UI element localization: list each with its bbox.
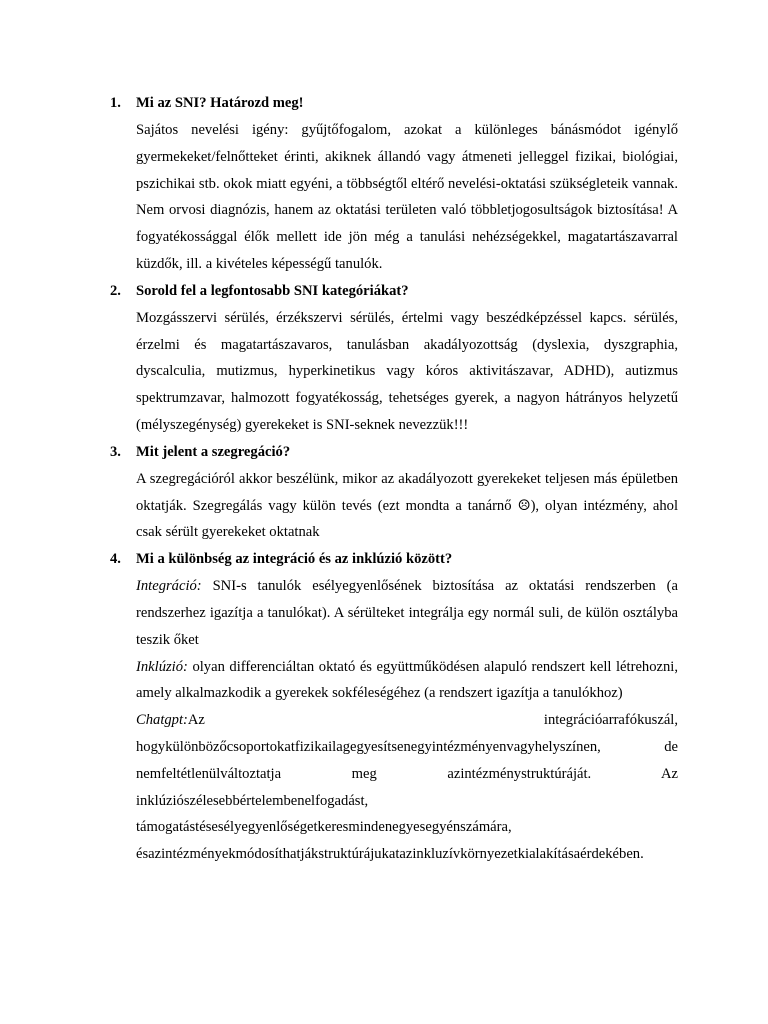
question-number: 4. (110, 551, 121, 568)
qa-item-2 (110, 278, 678, 439)
chatgpt-line (136, 734, 678, 761)
chatgpt-label: Chatgpt: (136, 712, 188, 729)
chatgpt-line (136, 841, 678, 868)
chatgpt-line (136, 788, 678, 815)
answer-1 (110, 117, 678, 278)
question-text: Mi az SNI? Határozd meg! (136, 95, 304, 111)
chatgpt-word: Az (660, 765, 678, 782)
answer-4 (110, 573, 678, 868)
chatgpt-word: Az (187, 712, 205, 729)
chatgpt-line (136, 707, 678, 734)
answer-3 (110, 466, 678, 546)
chatgpt-word: integrációarrafókuszál, (543, 712, 678, 729)
chatgpt-word: támogatástésesélyegyenlőségetkeresmindenegyesegyénszámára, (136, 819, 512, 836)
chatgpt-line-text (188, 712, 678, 728)
integration-label: Integráció: (136, 578, 202, 595)
question-3 (110, 439, 678, 466)
chatgpt-word: nemfeltétlenülváltoztatja (136, 765, 282, 782)
qa-item-1 (110, 90, 678, 278)
answer-2 (110, 305, 678, 439)
qa-item-4 (110, 546, 678, 868)
question-text: Mi a különbség az integráció és az inklúzió között? (136, 551, 453, 568)
document-body (110, 90, 678, 868)
question-number: 2. (110, 282, 121, 299)
question-number: 1. (110, 95, 121, 111)
answer-text: Mozgásszervi sérülés, érzékszervi sérülés, értelmi vagy beszédképzéssel kapcs. sérülés, érzelmi és magatartászavaros, tanulásban akadályozottság (dyslexia, dyszgraphia, dyscalculia, mutizmus, hyperkinetikus vagy kóros aktivitászavar, ADHD), autizmus spektrumzavar, halmozott fogyatékosság, tehetséges gyerek, a nagyon hátrányos helyzetű (mélyszegénység) gyerekeket is SNI-seknek nevezzük!!! (136, 309, 678, 433)
chatgpt-word: inklúziószélesebbértelembenelfogadást, (136, 792, 369, 809)
question-text: Sorold fel a legfontosabb SNI kategóriákat? (136, 282, 409, 299)
question-text: Mit jelent a szegregáció? (136, 443, 291, 460)
chatgpt-word: hogykülönbözőcsoportokatfizikailagegyesítsenegyintézményenvagyhelyszínen, (136, 738, 601, 755)
qa-item-3 (110, 439, 678, 546)
question-number: 3. (110, 443, 121, 460)
question-2 (110, 278, 678, 305)
integration-paragraph (136, 573, 678, 653)
answer-text: Sajátos nevelési igény: gyűjtőfogalom, azokat a különleges bánásmódot igénylő gyermekeket/felnőtteket érinti, akiknek állandó vagy átmeneti jelleggel fizikai, biológiai, pszichikai stb. okok miatt egyéni, a többségtől eltérő nevelési-oktatási szükségleteik vannak. Nem orvosi diagnózis, hanem az oktatási területen való többletjogosultságok biztosítása! A fogyatékossággal élők mellett ide jön még a tanulási nehézségekkel, magatartászavarral küzdők, ill. a kivételes képességű tanulók. (136, 122, 678, 272)
chatgpt-word: meg (351, 765, 377, 782)
question-4 (110, 546, 678, 573)
chatgpt-paragraph (136, 707, 678, 868)
question-1 (110, 90, 678, 117)
inclusion-text: olyan differenciáltan oktató és együttműködésen alapuló rendszert kell létrehozni, amely alkalmazkodik a gyerekek sokféleségéhez (a rendszert igazítja a tanulókhoz) (136, 658, 678, 702)
answer-text: A szegregációról akkor beszélünk, mikor az akadályozott gyerekeket teljesen más épületben oktatják. Szegregálás vagy külön tevés (ezt mondta a tanárnő ☹), olyan intézmény, ahol csak sérült gyerekeket oktatnak (136, 470, 678, 541)
chatgpt-word: de (664, 738, 678, 755)
integration-text: SNI-s tanulók esélyegyenlősének biztosítása az oktatási rendszerben (a rendszerhez igazítja a tanulókat). A sérülteket integrálja egy normál suli, de külön osztályba teszik őket (136, 578, 678, 648)
inclusion-paragraph (136, 654, 678, 708)
inclusion-label: Inklúzió: (136, 658, 188, 675)
chatgpt-line (136, 814, 678, 841)
chatgpt-line (136, 761, 678, 788)
chatgpt-word: azintézménystruktúráját. (447, 765, 592, 782)
chatgpt-word: ésazintézményekmódosíthatjákstruktúrájukatazinkluzívkörnyezetkialakításaérdekében. (136, 846, 644, 863)
